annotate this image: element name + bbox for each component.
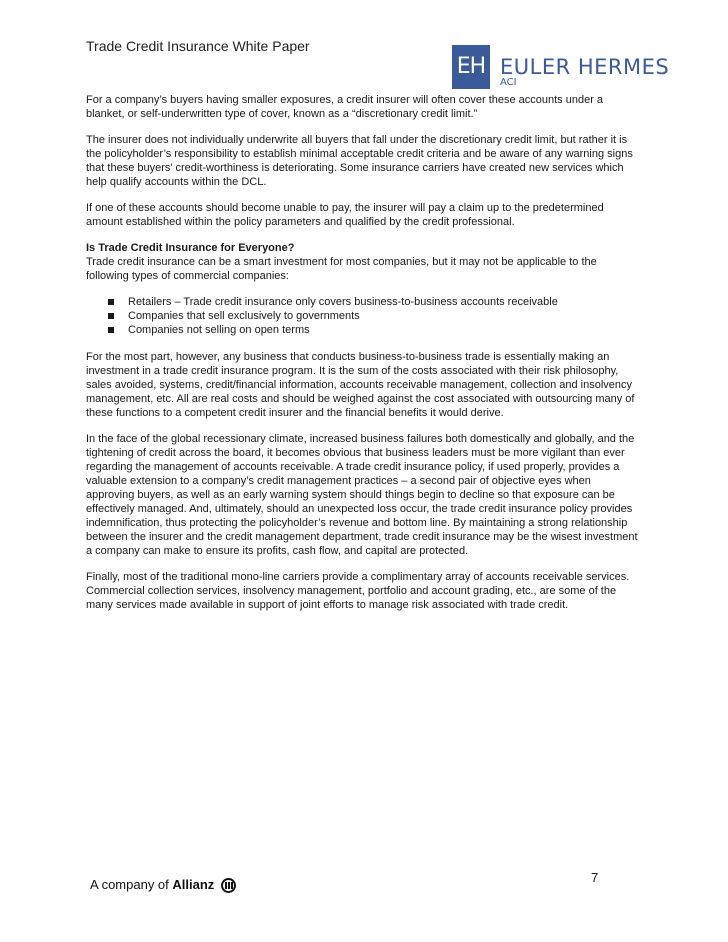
footer-company <box>90 877 236 893</box>
paragraph: In the face of the global recessionary climate, increased business failures both domestically and globally, and the tightening of credit across the board, it becomes obvious that business leaders must be more vigilant than ever regarding the management of accounts receivable. A trade credit insurance policy, if used properly, provides a valuable extension to a company’s credit management practices – a second pair of objective eyes when approving buyers, as well as an early warning system should things begin to decline so that exposure can be effectively managed. And, ultimately, should an unexpected loss occur, the trade credit insurance policy provides indemnification, thus protecting the policyholder’s revenue and bottom line. By maintaining a strong relationship between the insurer and the credit management department, trade credit insurance may be the wisest investment a company can make to ensure its profits, cash flow, and capital are protected. <box>86 433 638 557</box>
section-heading: Is Trade Credit Insurance for Everyone? <box>86 242 295 254</box>
list-item-text: Retailers – Trade credit insurance only covers business-to-business accounts receivable <box>128 296 558 308</box>
footer-prefix: A company of <box>90 877 173 892</box>
page-number: 7 <box>591 870 599 885</box>
list-item-text: Companies that sell exclusively to governments <box>128 310 360 322</box>
list-item <box>108 309 641 323</box>
paragraph: If one of these accounts should become unable to pay, the insurer will pay a claim up to the predetermined amount established within the policy parameters and qualified by the credit professional. <box>86 202 604 228</box>
list-item <box>108 295 641 309</box>
logo-name: EULER HERMES <box>500 55 670 79</box>
section <box>86 241 641 283</box>
bullet-list <box>86 295 641 337</box>
paragraph: For a company’s buyers having smaller exposures, a credit insurer will often cover these accounts under a blanket, or self-underwritten type of cover, known as a “discretionary credit limit.” <box>86 94 604 120</box>
bullet-icon <box>108 299 114 305</box>
paragraph: The insurer does not individually underwrite all buyers that fall under the discretionary credit limit, but rather it is the policyholder’s responsibility to establish minimal acceptable credit criteria and be aware of any warning signs that these buyers’ credit-worthiness is deteriorating. Some insurance carriers have created new services which help qualify accounts within the DCL. <box>86 134 633 188</box>
paragraph: Finally, most of the traditional mono-line carriers provide a complimentary array of accounts receivable services. Commercial collection services, insolvency management, portfolio and account grading, etc., are some of the many services made available in support of joint efforts to manage risk associated with trade credit. <box>86 571 630 611</box>
bullet-icon <box>108 313 114 319</box>
euler-hermes-logo <box>452 45 670 89</box>
allianz-eagle-icon <box>221 878 236 893</box>
logo-sub: ACI <box>500 77 517 88</box>
logo-mark: EH <box>456 54 486 79</box>
document-title: Trade Credit Insurance White Paper <box>86 38 310 54</box>
document-body <box>86 93 641 624</box>
bullet-icon <box>108 327 114 333</box>
footer-company-name: Allianz <box>172 877 215 892</box>
paragraph: For the most part, however, any business that conducts business-to-business trade is essentially making an investment in a trade credit insurance program. It is the sum of the costs associated with their risk philosophy, sales avoided, systems, credit/financial information, accounts receivable management, collection and insolvency management, etc. All are real costs and should be weighed against the cost associated with outsourcing many of these functions to a competent credit insurer and the financial benefits it would derive. <box>86 351 635 419</box>
paragraph: Trade credit insurance can be a smart investment for most companies, but it may not be applicable to the following types of commercial companies: <box>86 256 597 282</box>
list-item-text: Companies not selling on open terms <box>128 324 310 336</box>
list-item <box>108 323 641 337</box>
